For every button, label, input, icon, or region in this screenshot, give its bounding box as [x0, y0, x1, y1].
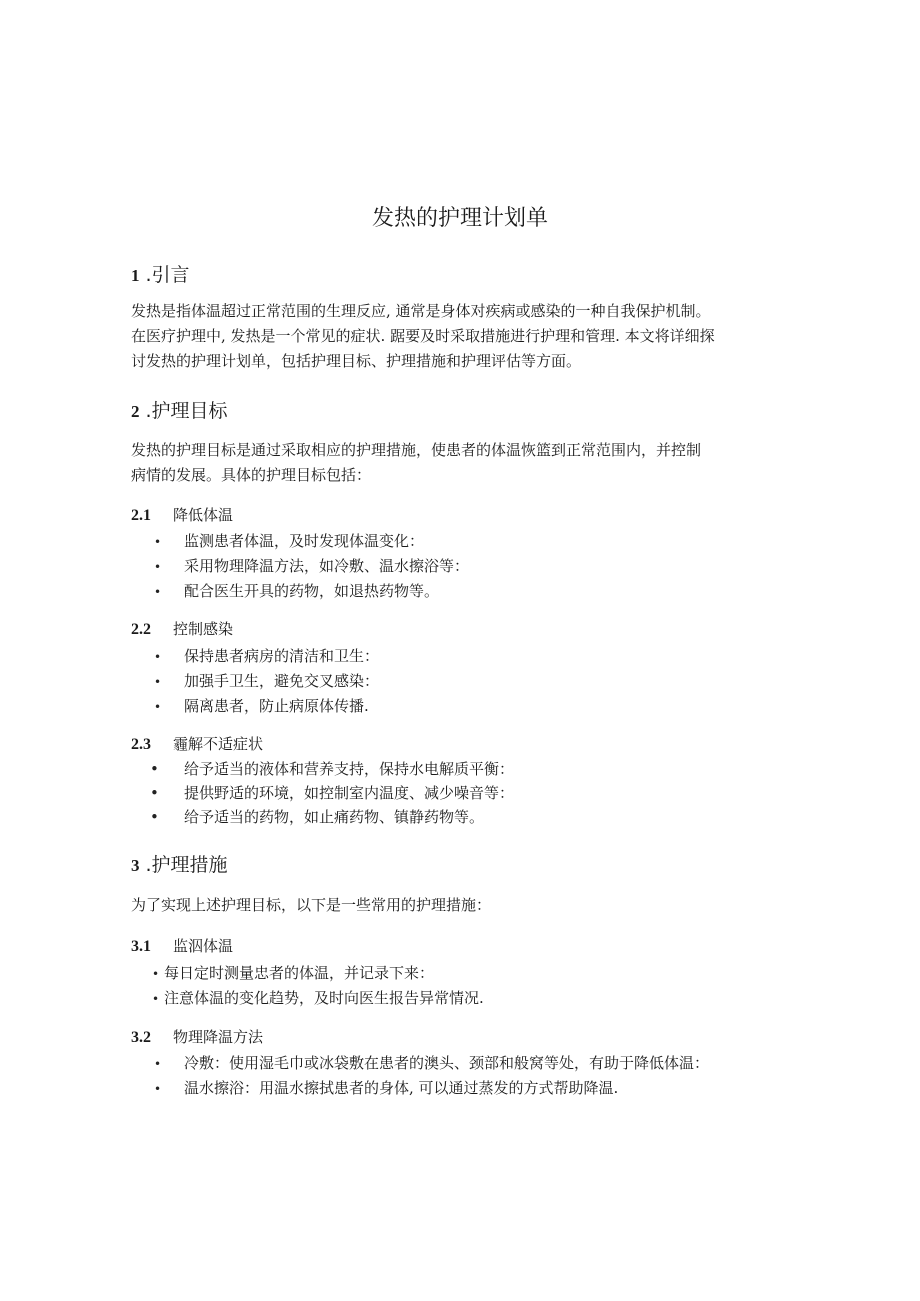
list-item	[154, 554, 469, 579]
subsection-heading	[131, 618, 233, 641]
section-number: 1	[131, 266, 140, 285]
section-number: 2	[131, 402, 140, 421]
subsection-number: 3.2	[131, 1029, 151, 1046]
list-item-text: 配合医生开具的药物，如退热药物等。	[184, 582, 440, 600]
subsection-heading	[131, 733, 263, 756]
subsection-title: 物理降温方法	[173, 1028, 264, 1046]
intro-paragraph	[131, 299, 791, 374]
list-item-text: 温水擦浴：用温水擦拭患者的身体, 可以通过蒸发的方式帮助降温.	[184, 1079, 619, 1097]
list-item	[154, 529, 469, 554]
list-item-text: 监测患者体温，及时发现体温变化：	[184, 532, 425, 550]
list-item	[150, 757, 514, 781]
subsection-heading	[131, 504, 233, 527]
paragraph-line: 发热是指体温超过正常范围的生理反应, 通常是身体对疾病或感染的一种自我保护机制。	[131, 302, 711, 320]
section-title: .护理目标	[145, 400, 228, 422]
list-item-text: 给予适当的药物，如止痛药物、镇静药物等。	[184, 808, 485, 826]
bullet-list	[154, 529, 469, 604]
section-heading-measures	[131, 851, 228, 880]
list-item	[154, 1051, 709, 1076]
subsection-title: 霾解不适症状	[173, 735, 264, 753]
bullet-list	[150, 757, 514, 829]
subsection-number: 2.2	[131, 621, 151, 638]
document-title: 发热的护理计划单	[371, 206, 548, 231]
bullet-list	[154, 1051, 709, 1101]
subsection-number: 2.3	[131, 736, 151, 753]
bullet-icon: •	[154, 1057, 162, 1071]
bullet-icon: •	[154, 1082, 162, 1096]
list-item-text: 保持患者病房的清洁和卫生：	[184, 647, 380, 665]
bullet-icon: •	[154, 700, 162, 714]
section-title: .护理措施	[145, 854, 228, 876]
list-item	[152, 961, 484, 986]
list-item	[154, 1076, 709, 1101]
bullet-icon: •	[154, 585, 162, 599]
list-item	[152, 986, 484, 1011]
bullet-icon: •	[154, 675, 162, 689]
list-item-text: 提供野适的环境，如控制室内温度、减少噪音等：	[184, 784, 515, 802]
section-heading-intro	[131, 261, 190, 290]
bullet-icon: •	[154, 650, 162, 664]
section-title: .引言	[145, 264, 190, 286]
paragraph-line: 病情的发展。具体的护理目标包括：	[131, 466, 372, 484]
subsection-title: 控制感染	[173, 620, 234, 638]
list-item-text: 加强手卫生，避免交叉感染：	[184, 672, 380, 690]
bullet-list	[154, 644, 379, 719]
list-item-text: 隔离患者，防止病原体传播.	[184, 697, 369, 715]
paragraph-line: 发热的护理目标是通过采取相应的护理措施，使患者的体温恢篮到正常范围内，并控制	[131, 441, 702, 459]
bullet-icon: •	[154, 535, 162, 549]
subsection-title: 监泅体温	[173, 937, 234, 955]
paragraph-line: 在医疗护理中, 发热是一个常见的症状. 踞要及时采取措施进行护理和管理. 本文将详细探	[131, 327, 715, 345]
bullet-icon: •	[150, 784, 159, 802]
list-item-text: 每日定时测量忠者的体温，并记录下来：	[164, 964, 435, 982]
subsection-heading	[131, 1026, 263, 1049]
list-item	[150, 805, 514, 829]
paragraph-line: 为了实现上述护理目标，以下是一些常用的护理措施：	[131, 896, 492, 914]
subsection-number: 3.1	[131, 938, 151, 955]
list-item	[154, 694, 379, 719]
list-item-text: 给予适当的液体和营养支持，保持水电解质平衡：	[184, 760, 515, 778]
goals-paragraph	[131, 438, 791, 488]
bullet-icon: •	[150, 808, 159, 826]
bullet-icon: •	[150, 760, 159, 778]
measures-paragraph	[131, 893, 791, 918]
list-item-text: 冷敷：使用湿毛巾或冰袋敷在患者的澳头、颈部和般窝等处，有助于降低体温：	[184, 1054, 710, 1072]
paragraph-line: 讨发热的护理计划单，包括护理目标、护理措施和护理评估等方面。	[131, 352, 582, 370]
bullet-icon: •	[152, 992, 160, 1006]
subsection-title: 降低体温	[173, 506, 234, 524]
subsection-heading	[131, 935, 233, 958]
bullet-icon: •	[154, 560, 162, 574]
list-item	[154, 644, 379, 669]
bullet-icon: •	[152, 967, 160, 981]
section-number: 3	[131, 856, 140, 875]
list-item	[154, 579, 469, 604]
bullet-list	[152, 961, 484, 1011]
list-item-text: 注意体温的变化趋势，及时向医生报告异常情况.	[164, 989, 484, 1007]
list-item-text: 采用物理降温方法，如冷敷、温水擦浴等：	[184, 557, 470, 575]
list-item	[150, 781, 514, 805]
subsection-number: 2.1	[131, 507, 151, 524]
list-item	[154, 669, 379, 694]
section-heading-goals	[131, 397, 228, 426]
